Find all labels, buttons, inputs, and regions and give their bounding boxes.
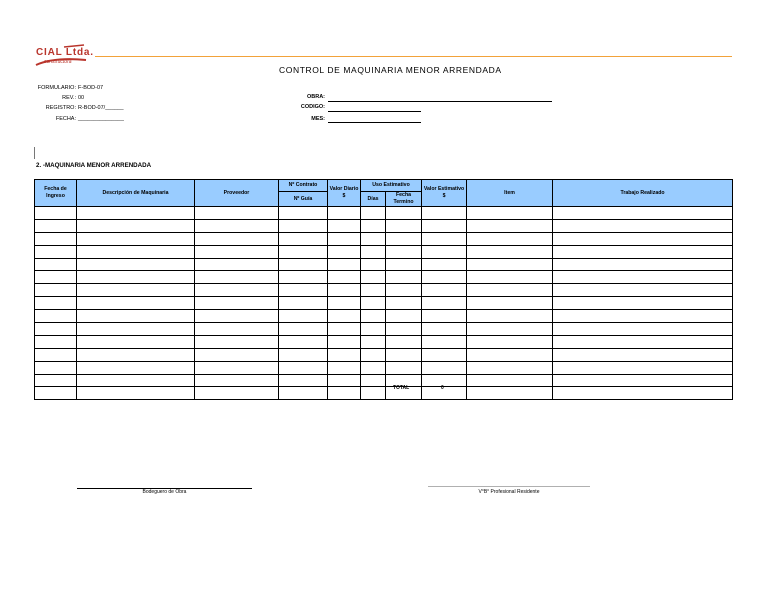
total-label: TOTAL xyxy=(393,385,410,391)
total-value: 0 xyxy=(441,385,444,391)
company-logo-name: CIAL Ltda. xyxy=(36,47,94,58)
header-trabajo: Trabajo Realizado xyxy=(553,180,733,207)
table-row[interactable] xyxy=(35,284,733,297)
table-row[interactable] xyxy=(35,335,733,348)
signature-label-residente: V°B° Profesional Residente xyxy=(478,489,540,495)
machinery-table xyxy=(34,179,733,400)
table-row[interactable] xyxy=(35,271,733,284)
table-row[interactable] xyxy=(35,258,733,271)
meta-label-formulario: FORMULARIO: xyxy=(37,85,76,91)
table-row[interactable] xyxy=(35,207,733,220)
table-row[interactable] xyxy=(35,323,733,336)
header-fecha-ingreso: Fecha de Ingreso xyxy=(35,180,77,207)
table-row[interactable] xyxy=(35,374,733,387)
header-valor-estimativo: Valor Estimativo $ xyxy=(422,180,467,207)
meta-label-registro: REGISTRO: xyxy=(45,105,76,111)
header-valor-diario: Valor Diario $ xyxy=(328,180,361,207)
header-proveedor: Proveedor xyxy=(195,180,279,207)
header-dias: Días xyxy=(361,192,386,207)
obra-field[interactable] xyxy=(328,101,552,102)
table-row[interactable] xyxy=(35,245,733,258)
field-label-mes: MES: xyxy=(311,116,325,122)
meta-value-registro[interactable]: R-BOD-07/______ xyxy=(78,105,124,111)
table-body xyxy=(35,207,733,400)
meta-value-fecha[interactable]: _______________ xyxy=(78,116,124,122)
company-logo-subtitle: constructora xyxy=(44,59,72,65)
meta-value-rev: 00 xyxy=(78,95,85,101)
meta-value-formulario: F-BOD-07 xyxy=(78,85,104,91)
header-divider xyxy=(95,56,732,57)
signature-line-residente xyxy=(428,486,590,487)
header-fecha-termino: Fecha Termino xyxy=(386,192,422,207)
mes-field[interactable] xyxy=(328,122,421,123)
table-row[interactable] xyxy=(35,297,733,310)
table-row[interactable] xyxy=(35,310,733,323)
header-item: Item xyxy=(467,180,553,207)
header-contrato: Nº Contrato xyxy=(279,180,328,192)
section-title: 2. -MAQUINARIA MENOR ARRENDADA xyxy=(36,162,152,169)
signature-label-bodeguero: Bodeguero de Obra xyxy=(142,489,187,495)
table-row[interactable] xyxy=(35,219,733,232)
header-uso-estimativo: Uso Estimativo xyxy=(361,180,422,192)
header-descripcion: Descripción de Maquinaria xyxy=(77,180,195,207)
table-row[interactable] xyxy=(35,232,733,245)
header-guia: Nº Guía xyxy=(279,192,328,207)
field-label-obra: OBRA: xyxy=(306,94,325,100)
field-label-codigo: CODIGO: xyxy=(300,104,325,110)
meta-label-fecha: FECHA: xyxy=(55,116,76,122)
codigo-field[interactable] xyxy=(328,111,421,112)
table-row[interactable] xyxy=(35,348,733,361)
table-row[interactable] xyxy=(35,361,733,374)
meta-label-rev: REV.: xyxy=(62,95,76,101)
section-marker xyxy=(34,147,35,159)
document-title: CONTROL DE MAQUINARIA MENOR ARRENDADA xyxy=(279,65,502,75)
table-row[interactable] xyxy=(35,387,733,400)
